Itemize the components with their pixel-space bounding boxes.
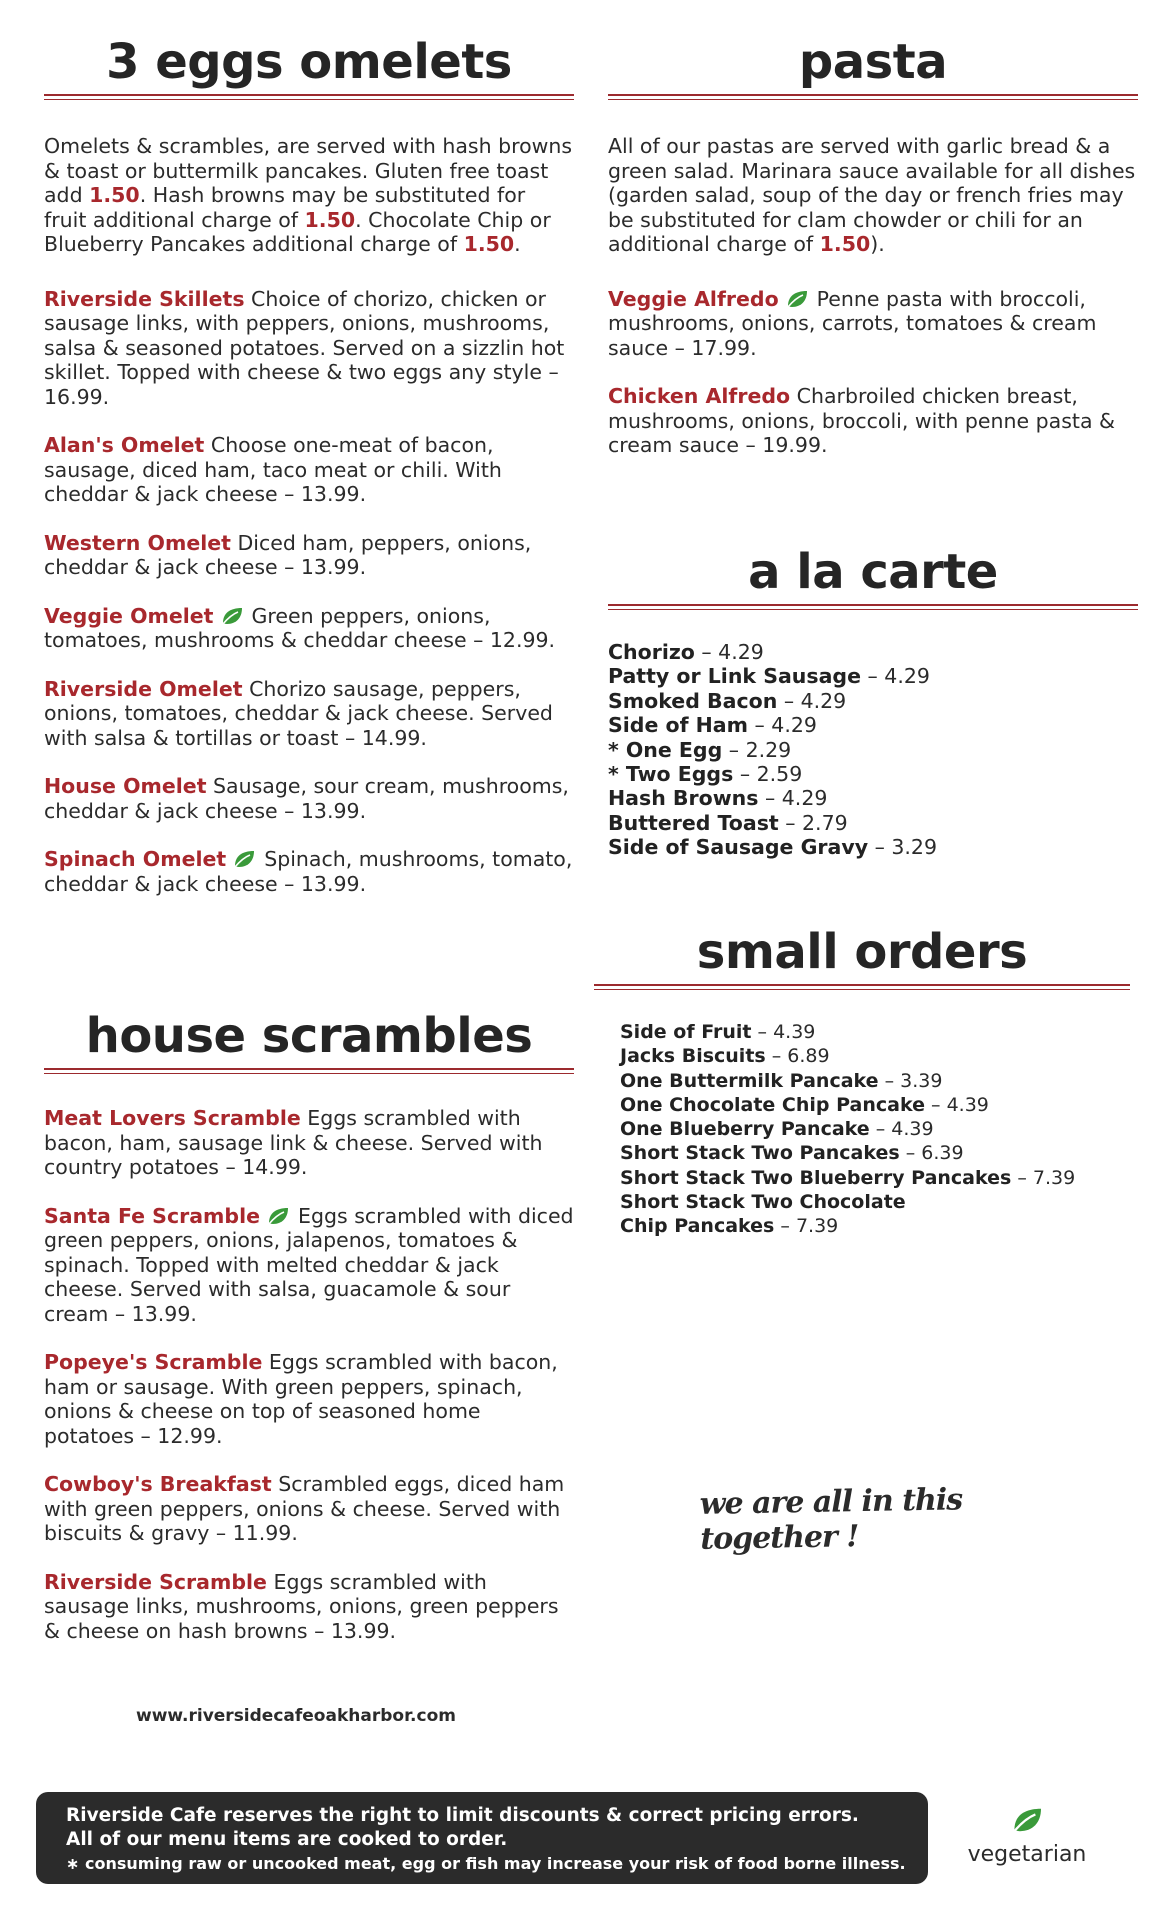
- omelets-intro: [44, 134, 574, 257]
- pancake-sub-price: 1.50: [463, 232, 515, 256]
- list-item-name: * One Egg: [608, 737, 723, 762]
- omelets-intro-text: .: [514, 232, 521, 256]
- list-item: [620, 1117, 1130, 1141]
- item-name: Chicken Alfredo: [608, 384, 791, 408]
- list-item-name: Patty or Link Sausage: [608, 664, 861, 689]
- small-orders-list: [594, 1020, 1130, 1239]
- omelets-rule: [44, 94, 574, 100]
- item-name: Popeye's Scramble: [44, 1350, 263, 1374]
- pasta-title: pasta: [798, 34, 948, 90]
- list-item: [620, 1166, 1130, 1190]
- list-item: [608, 689, 1138, 713]
- fruit-sub-price: 1.50: [304, 207, 356, 232]
- alacarte-section: [608, 544, 1138, 860]
- menu-item: [44, 1106, 574, 1180]
- item-desc: Green peppers, onions, tomatoes, mushrooms & cheddar cheese – 12.99.: [44, 603, 556, 652]
- item-name: Veggie Omelet: [44, 603, 214, 628]
- list-item-name: Side of Fruit: [620, 1021, 752, 1043]
- notice-box: [36, 1792, 928, 1884]
- omelets-section: [44, 34, 574, 896]
- leaf-icon: [785, 289, 809, 309]
- item-name: Western Omelet: [44, 530, 231, 555]
- pasta-intro-text: All of our pastas are served with garlic bread & a green salad. Marinara sauce available for all dishes (garden salad, soup of the day or french fries may be substituted for clam chowder or chili for an additional charge of: [608, 134, 1136, 256]
- item-desc: Penne pasta with broccoli, mushrooms, onions, carrots, tomatoes & cream sauce – 17.99.: [608, 286, 1097, 360]
- list-item-name: Side of Sausage Gravy: [608, 835, 869, 860]
- pasta-intro: [608, 134, 1138, 257]
- scrambles-title: house scrambles: [85, 1008, 533, 1064]
- menu-item: [44, 677, 574, 751]
- list-item: [608, 713, 1138, 737]
- list-item: [608, 811, 1138, 835]
- list-item-name: Short Stack Two Chocolate: [620, 1191, 906, 1214]
- item-name: Alan's Omelet: [44, 433, 205, 457]
- menu-item: [44, 1350, 574, 1448]
- small-orders-rule: [594, 984, 1130, 990]
- list-item: [620, 1214, 1130, 1238]
- item-desc: Spinach, mushrooms, tomato, cheddar & jack cheese – 13.99.: [44, 847, 573, 896]
- item-name: Veggie Alfredo: [608, 286, 779, 311]
- item-name: House Omelet: [44, 774, 207, 798]
- item-desc: Scrambled eggs, diced ham with green peppers, onions & cheese. Served with biscuits & gravy – 11.99.: [44, 1472, 565, 1545]
- list-item: [608, 664, 1138, 688]
- alacarte-title: a la carte: [748, 544, 998, 600]
- menu-item: [44, 604, 574, 653]
- menu-item: [44, 531, 574, 580]
- list-item-name: Hash Browns: [608, 786, 759, 811]
- menu-item: [608, 384, 1138, 458]
- item-name: Riverside Scramble: [44, 1569, 267, 1594]
- list-item: [608, 786, 1138, 810]
- alacarte-list: [608, 640, 1138, 860]
- menu-item: [608, 287, 1138, 361]
- list-item-name: Chip Pancakes: [620, 1215, 775, 1238]
- list-item: [608, 835, 1138, 859]
- list-item: [620, 1044, 1130, 1068]
- small-orders-title: small orders: [696, 924, 1028, 980]
- list-item: [620, 1020, 1130, 1044]
- item-desc: Sausage, sour cream, mushrooms, cheddar & jack cheese – 13.99.: [44, 774, 569, 823]
- list-item-name: Short Stack Two Pancakes: [620, 1142, 900, 1165]
- list-item: [620, 1069, 1130, 1093]
- list-item-price: – 4.39: [869, 1118, 934, 1141]
- list-item-price: – 2.59: [733, 762, 803, 787]
- item-desc: Choose one-meat of bacon, sausage, diced ham, taco meat or chili. With cheddar & jack cheese – 13.99.: [44, 433, 502, 506]
- item-name: Cowboy's Breakfast: [44, 1472, 272, 1496]
- menu-item: [44, 1472, 574, 1546]
- item-desc: Chorizo sausage, peppers, onions, tomatoes, cheddar & jack cheese. Served with salsa & tortillas or toast – 14.99.: [44, 676, 553, 750]
- list-item-name: Jacks Biscuits: [620, 1045, 766, 1068]
- list-item-name: Chorizo: [608, 640, 695, 664]
- list-item-price: – 4.29: [758, 786, 828, 811]
- list-item-price: – 2.79: [778, 810, 848, 835]
- item-desc: Choice of chorizo, chicken or sausage links, with peppers, onions, mushrooms, salsa & seasoned potatoes. Served on a sizzlin hot skillet. Topped with cheese & two eggs any style – 16.99.: [44, 286, 565, 409]
- menu-item: [44, 287, 574, 410]
- list-item-name: Smoked Bacon: [608, 688, 778, 713]
- website-link[interactable]: www.riversidecafeoakharbor.com: [136, 1706, 456, 1726]
- item-desc: Diced ham, peppers, onions, cheddar & jack cheese – 13.99.: [44, 530, 532, 579]
- list-item-price: – 3.39: [878, 1069, 943, 1092]
- gluten-free-price: 1.50: [89, 183, 140, 207]
- alacarte-rule: [608, 604, 1138, 610]
- list-item: [608, 762, 1138, 786]
- menu-item: [44, 1204, 574, 1327]
- list-item-price: – 4.29: [861, 664, 930, 689]
- item-name: Riverside Omelet: [44, 676, 243, 701]
- item-name: Santa Fe Scramble: [44, 1203, 261, 1228]
- item-desc: Charbroiled chicken breast, mushrooms, onions, broccoli, with penne pasta & cream sauce – 19.99.: [608, 384, 1116, 457]
- pasta-rule: [608, 94, 1138, 100]
- list-item: [620, 1190, 1130, 1214]
- pasta-intro-text: ).: [870, 232, 885, 256]
- list-item: [620, 1093, 1130, 1117]
- small-orders-section: [594, 924, 1130, 1239]
- item-desc: Eggs scrambled with bacon, ham or sausage. With green peppers, spinach, onions & cheese on top of seasoned home potatoes – 12.99.: [44, 1350, 558, 1448]
- menu-item: [44, 774, 574, 823]
- list-item-name: Side of Ham: [608, 713, 748, 738]
- item-desc: Eggs scrambled with diced green peppers, onions, jalapenos, tomatoes & spinach. Topped with melted cheddar & jack cheese. Served with salsa, guacamole & sour cream – 13.99.: [44, 1203, 574, 1326]
- list-item-price: – 4.29: [748, 713, 817, 738]
- item-name: Meat Lovers Scramble: [44, 1106, 301, 1130]
- list-item-name: One Blueberry Pancake: [620, 1118, 870, 1141]
- menu-item: [44, 433, 574, 507]
- leaf-icon: [232, 849, 256, 869]
- notice-line: Riverside Cafe reserves the right to limit discounts & correct pricing errors.: [66, 1805, 859, 1826]
- item-desc: Eggs scrambled with sausage links, mushrooms, onions, green peppers & cheese on hash browns – 13.99.: [44, 1569, 559, 1643]
- list-item-price: – 4.39: [925, 1093, 989, 1116]
- notice-line: All of our menu items are cooked to order.: [66, 1829, 508, 1850]
- scrambles-rule: [44, 1068, 574, 1074]
- tagline: we are all in this together !: [699, 1482, 963, 1557]
- list-item-price: – 2.29: [722, 737, 792, 762]
- list-item-name: Short Stack Two Blueberry Pancakes: [620, 1166, 1012, 1189]
- pasta-sub-price: 1.50: [819, 232, 871, 256]
- item-name: Riverside Skillets: [44, 286, 245, 311]
- list-item: [608, 640, 1138, 664]
- list-item-price: – 6.89: [765, 1045, 830, 1068]
- list-item: [608, 738, 1138, 762]
- item-name: Spinach Omelet: [44, 847, 227, 871]
- pasta-section: [608, 34, 1138, 458]
- leaf-icon: [220, 606, 244, 626]
- list-item-name: * Two Eggs: [608, 762, 734, 787]
- list-item: [620, 1141, 1130, 1165]
- list-item-price: – 3.29: [868, 835, 938, 860]
- list-item-price: – 6.39: [899, 1142, 964, 1165]
- list-item-name: One Buttermilk Pancake: [620, 1069, 879, 1092]
- item-desc: Eggs scrambled with bacon, ham, sausage link & cheese. Served with country potatoes – 14.99.: [44, 1106, 543, 1179]
- notice-disclaimer: ∗ consuming raw or uncooked meat, egg or fish may increase your risk of food borne illness.: [66, 1854, 906, 1873]
- vegetarian-label: vegetarian: [967, 1842, 1087, 1867]
- omelets-intro-text: . Chocolate Chip or Blueberry Pancakes additional charge of: [44, 207, 551, 256]
- list-item-name: Buttered Toast: [608, 810, 779, 835]
- menu-item: [44, 1570, 574, 1644]
- omelets-title: 3 eggs omelets: [106, 34, 512, 90]
- list-item-name: One Chocolate Chip Pancake: [620, 1093, 925, 1116]
- scrambles-section: [44, 1008, 574, 1643]
- vegetarian-legend: [962, 1806, 1092, 1867]
- list-item-price: – 4.29: [777, 688, 847, 713]
- omelets-intro-text: Omelets & scrambles, are served with hash browns & toast or buttermilk pancakes. Gluten free toast add: [44, 134, 573, 207]
- list-item-price: – 7.39: [1011, 1166, 1076, 1189]
- omelets-intro-text: . Hash browns may be substituted for fruit additional charge of: [44, 183, 526, 232]
- list-item-price: – 4.39: [751, 1021, 816, 1043]
- leaf-icon: [1010, 1806, 1044, 1834]
- menu-item: [44, 847, 574, 896]
- list-item-price: – 4.29: [694, 640, 764, 664]
- leaf-icon: [266, 1206, 290, 1226]
- list-item-price: – 7.39: [774, 1215, 839, 1238]
